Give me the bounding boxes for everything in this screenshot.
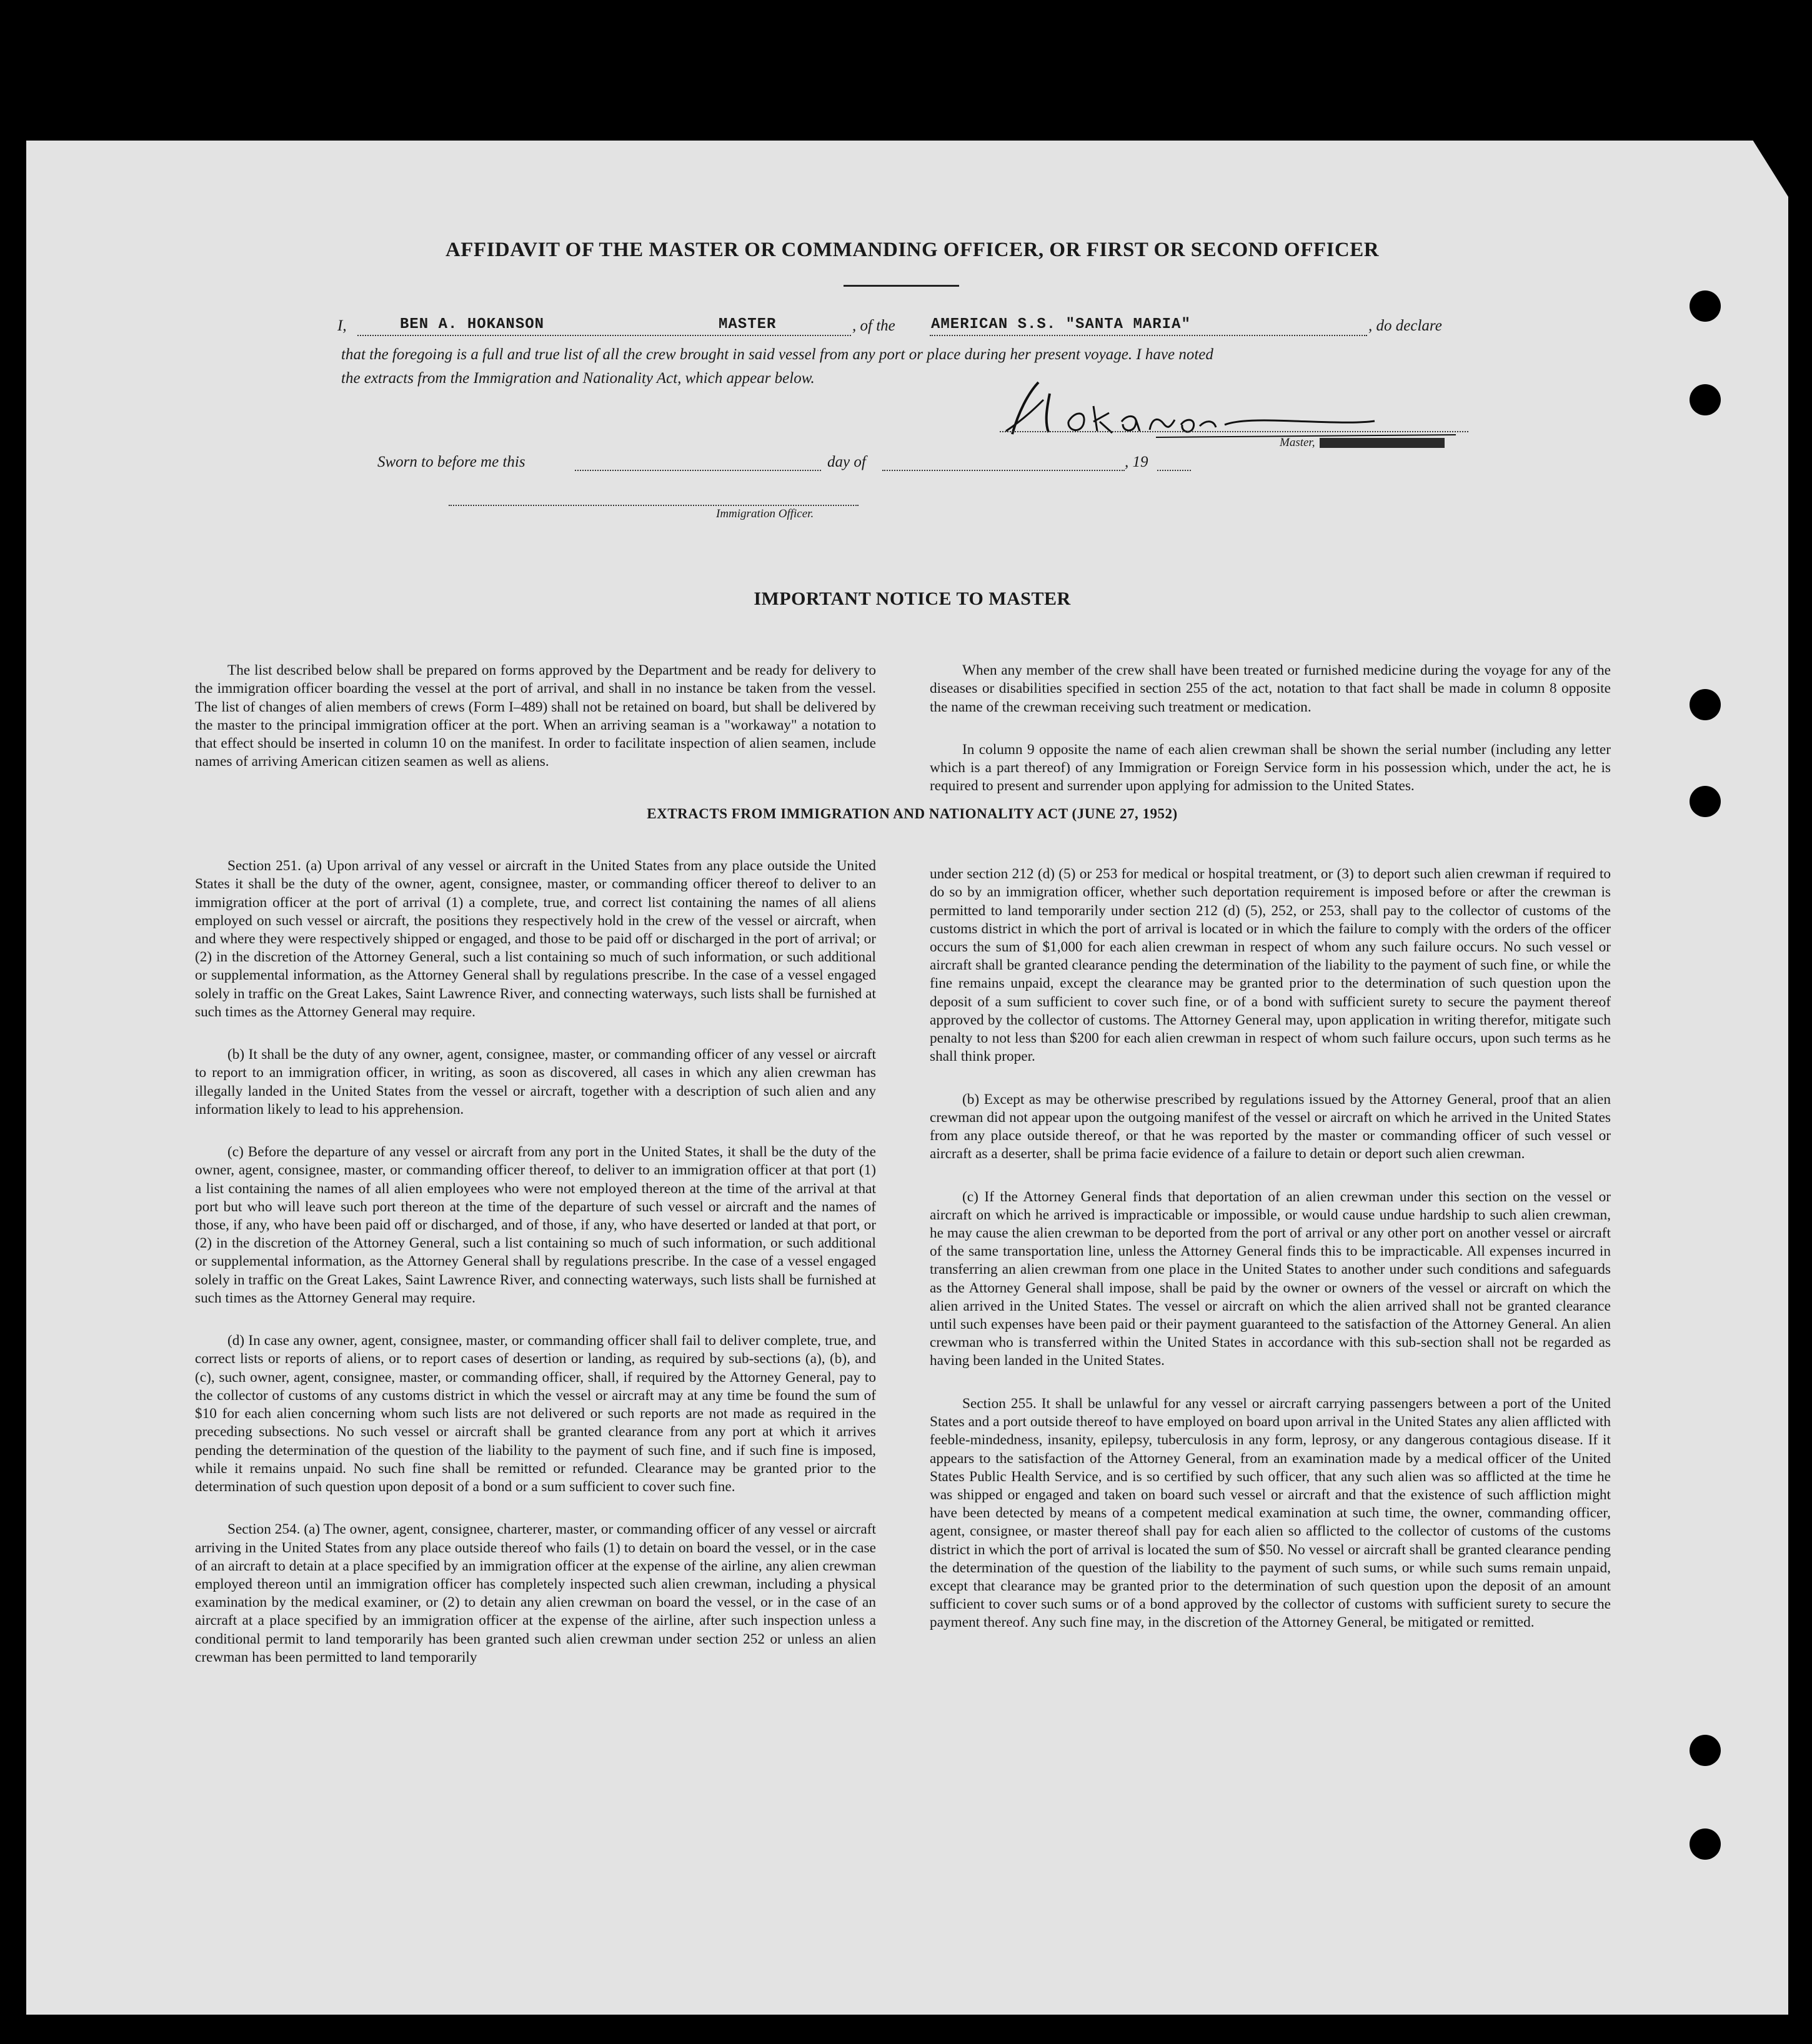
declarant-name: BEN A. HOKANSON [400,316,545,333]
struck-out-title [1320,438,1445,448]
notice-paragraph: In column 9 opposite the name of each alien crewman shall be shown the serial number (including any letter which is a part thereof) of any Immigration or Foreign Service form in his possession which, under the act, he is required to present and surrender upon applying for admission to the United States. [930,742,1611,795]
of-the-label: , of the [852,317,895,334]
notice-title: IMPORTANT NOTICE TO MASTER [754,588,1071,609]
sworn-month-field[interactable] [882,470,1125,471]
extracts-title: EXTRACTS FROM IMMIGRATION AND NATIONALITY ACT (JUNE 27, 1952) [647,806,1178,821]
statute-paragraph: (d) In case any owner, agent, consignee, master, or commanding officer shall fail to deliver complete, true, and correct lists or reports of aliens, or to report cases of desertion or landing, as required by sub-sections (a), (b), and (c), such owner, agent, consignee, master, or commanding officer, shall, if required by the Attorney General, pay to the collector of customs of any customs district in which the vessel or aircraft may at any time be found the sum of $10 for each alien concerning whom such lists are not delivered or such reports are not made as required in the preceding subsections. No such vessel or aircraft shall be granted clearance from any port at which it arrives pending the determination of the question of the liability to the payment of such fine, and if such fine is imposed, while it remains unpaid. No such fine shall be remitted or refunded. Clearance may be granted prior to the determination of such question upon deposit of a bond or a sum sufficient to cover such fine. [195,1332,876,1495]
statute-paragraph: (b) Except as may be otherwise prescribed by regulations issued by the Attorney General, proof that an alien crewman did not appear upon the outgoing manifest of the vessel or aircraft on which he arrived in the United States from any place outside thereof, or that he was reported by the master or commanding officer of such vessel or aircraft as a deserter, shall be prima facie evidence of a failure to detain or deport such alien crewman. [930,1091,1611,1163]
declarant-position: MASTER [719,316,777,333]
master-signature [1000,375,1475,444]
title-divider [844,285,959,287]
do-declare-label: , do declare [1368,317,1442,334]
extracts-left-column [195,839,876,1691]
punch-hole [1690,1735,1721,1766]
immigration-officer-label: Immigration Officer. [716,507,814,520]
sworn-year-field[interactable] [1157,470,1191,471]
punch-hole [1690,290,1721,322]
year-label: , 19 [1125,454,1148,470]
statute-paragraph: Section 251. (a) Upon arrival of any vessel or aircraft in the United States from any place outside the United States it shall be the duty of the owner, agent, consignee, master, or commanding officer thereof to deliver to an immigration officer at the port of arrival (1) a complete, true, and correct list containing the names of all aliens employed on such vessel or aircraft, the positions they respectively hold in the crew of the vessel or aircraft, when and where they were respectively shipped or engaged, and those to be paid off or discharged in the port of arrival; or (2) in the discretion of the Attorney General, such a list containing so much of such information, or such additional or supplemental information, as the Attorney General shall by regulations prescribe. In the case of a vessel engaged solely in traffic on the Great Lakes, Saint Lawrence River, and connecting waterways, such lists shall be furnished at such times as the Attorney General may require. [195,858,876,1020]
extracts-right-column [930,847,1611,1657]
statute-paragraph: (c) If the Attorney General finds that deportation of an alien crewman under this section on the vessel or aircraft on which he arrived is impracticable or impossible, or would cause undue hardship to such alien crewman, he may cause the alien crewman to be deported from the port of arrival or any other port on another vessel or aircraft of the same transportation line, unless the Attorney General finds this to be impracticable. All expenses incurred in transferring an alien crewman from one place in the United States to another under such conditions and safeguards as the Attorney General shall impose, shall be paid by the owner or owners of the vessel or aircraft on which the alien arrived in the United States. The vessel or aircraft on which the alien arrived shall not be granted clearance until such expenses have been paid or their payment guaranteed to the satisfaction of the Attorney General. An alien crewman who is transferred within the United States in accordance with this sub-section shall not be regarded as having been landed in the United States. [930,1188,1611,1369]
name-underline [357,335,851,336]
notice-paragraph: The list described below shall be prepared on forms approved by the Department and be ready for delivery to the immigration officer boarding the vessel at the port of arrival, and shall in no instance be taken from the vessel. The list of changes of alien members of crews (Form I–489) shall not be retained on board, but shall be delivered by the master to the principal immigration officer at the port. When an arriving seaman is a "workaway" a notation to that effect should be inserted in column 10 on the manifest. In order to facilitate inspection of alien seamen, include names of arriving American citizen seamen as well as aliens. [195,662,876,770]
statute-paragraph: (b) It shall be the duty of any owner, agent, consignee, master, or commanding officer of any vessel or aircraft to report to an immigration officer, in writing, as soon as discovered, all cases in which any alien crewman has illegally landed in the United States from the vessel or aircraft, together with a description of such alien and any information likely to lead to his apprehension. [195,1046,876,1118]
statute-paragraph: under section 212 (d) (5) or 253 for medical or hospital treatment, or (3) to deport such alien crewman if required to do so by an immigration officer, whether such deportation requirement is imposed before or after the crewman is permitted to land temporarily under section 212 (d) (5), 252, or 253, shall pay to the collector of customs of the customs district in which the port of arrival is located or in which the failure to comply with the orders of the officer occurs the sum of $1,000 for each alien crewman in respect of whom any such failure occurs. No such vessel or aircraft shall be granted clearance pending the determination of the liability to the payment of such fine, or while the fine remains unpaid, except the clearance may be granted prior to the determination of such question upon the deposit of a sum sufficient to cover such fine, or of a bond with sufficient surety to secure the payment thereof approved by the collector of customs. The Attorney General may, upon application in writing therefor, mitigate such penalty to not less than $200 for each alien crewman in respect of whom such failure occurs, upon such terms as he shall think proper. [930,866,1611,1065]
notice-paragraph: When any member of the crew shall have been treated or furnished medicine during the voyage for any of the diseases or disabilities specified in section 255 of the act, notation to that fact shall be made in column 8 opposite the name of the crewman receiving such treatment or medication. [930,662,1611,715]
declaration-text-2: the extracts from the Immigration and Nationality Act, which appear below. [341,370,815,387]
vessel-name: AMERICAN S.S. "SANTA MARIA" [931,316,1191,333]
punch-hole [1690,1828,1721,1860]
statute-paragraph: Section 255. It shall be unlawful for any vessel or aircraft carrying passengers between a port of the United States and a port outside thereof to have employed on board upon arrival in the United States any alien afflicted with feeble-mindedness, insanity, epilepsy, tuberculosis in any form, leprosy, or any dangerous contagious disease. If it appears to the satisfaction of the Attorney General, from an examination made by a medical officer of the United States Public Health Service, and is so certified by such officer, that any such alien was so afflicted at the time he was shipped or engaged and taken on board such vessel or aircraft and that the existence of such affliction might have been detected by means of a competent medical examination at such time, the owner, commanding officer, agent, consignee, or master thereof shall pay for each alien so afflicted to the collector of customs of the customs district in which the port of arrival is located the sum of $50. No vessel or aircraft shall be granted clearance pending the determination of the question of the liability to the payment of such sums, or while such sums remain unpaid, except that clearance may be granted prior to the determination of such question upon the deposit of an amount sufficient to cover such sums or of a bond approved by the collector of customs with sufficient surety to secure the payment thereof. Any such fine may, in the discretion of the Attorney General, be mitigated or remitted. [930,1395,1611,1631]
affidavit-title: AFFIDAVIT OF THE MASTER OR COMMANDING OFFICER, OR FIRST OR SECOND OFFICER [445,239,1380,261]
notice-right-column [930,643,1611,820]
sworn-day-field[interactable] [575,470,821,471]
punch-hole [1690,384,1721,415]
immigration-officer-signature-field[interactable] [449,505,859,506]
i-label: I, [337,317,347,334]
vessel-underline [930,335,1367,336]
signer-title-label: Master, [1280,436,1315,449]
signature-line [1000,431,1468,432]
notice-left-column [195,643,876,796]
sworn-label: Sworn to before me this [377,454,525,470]
statute-paragraph: Section 254. (a) The owner, agent, consignee, charterer, master, or commanding officer of any vessel or aircraft arriving in the United States from any place outside thereof who fails (1) to detain on board the vessel, or in the case of an aircraft to detain at a place specified by an immigration officer at the expense of the airline, any alien crewman employed thereon until an immigration officer has completely inspected such alien crewman, including a physical examination by the medical examiner, or (2) to detain any alien crewman on board the vessel, or in the case of an aircraft at a place specified by an immigration officer at the expense of the airline, after such inspection unless a conditional permit to land temporarily has been granted such alien crewman under section 252 or unless an alien crewman has been permitted to land temporarily [195,1521,876,1665]
statute-paragraph: (c) Before the departure of any vessel or aircraft from any port in the United States, it shall be the duty of the owner, agent, consignee, master, or commanding officer thereof, to deliver to an immigration officer at that port (1) a list containing the names of all alien employees who were not employed thereon at the time of the arrival at that port but who will leave such port thereon at the time of the departure of such vessel or aircraft and the names of those, if any, who have been paid off or discharged, and of those, if any, who have deserted or landed at that port, or (2) in the discretion of the Attorney General, such a list containing so much of such information, or such additional or supplemental information, as the Attorney General shall by regulations prescribe. In the case of a vessel engaged solely in traffic on the Great Lakes, Saint Lawrence River, and connecting waterways, such lists shall be furnished at such times as the Attorney General may require. [195,1144,876,1306]
declaration-text: that the foregoing is a full and true list of all the crew brought in said vessel from any port or place during her present voyage. I have noted [341,346,1213,363]
punch-hole [1690,689,1721,720]
day-of-label: day of [827,454,866,470]
